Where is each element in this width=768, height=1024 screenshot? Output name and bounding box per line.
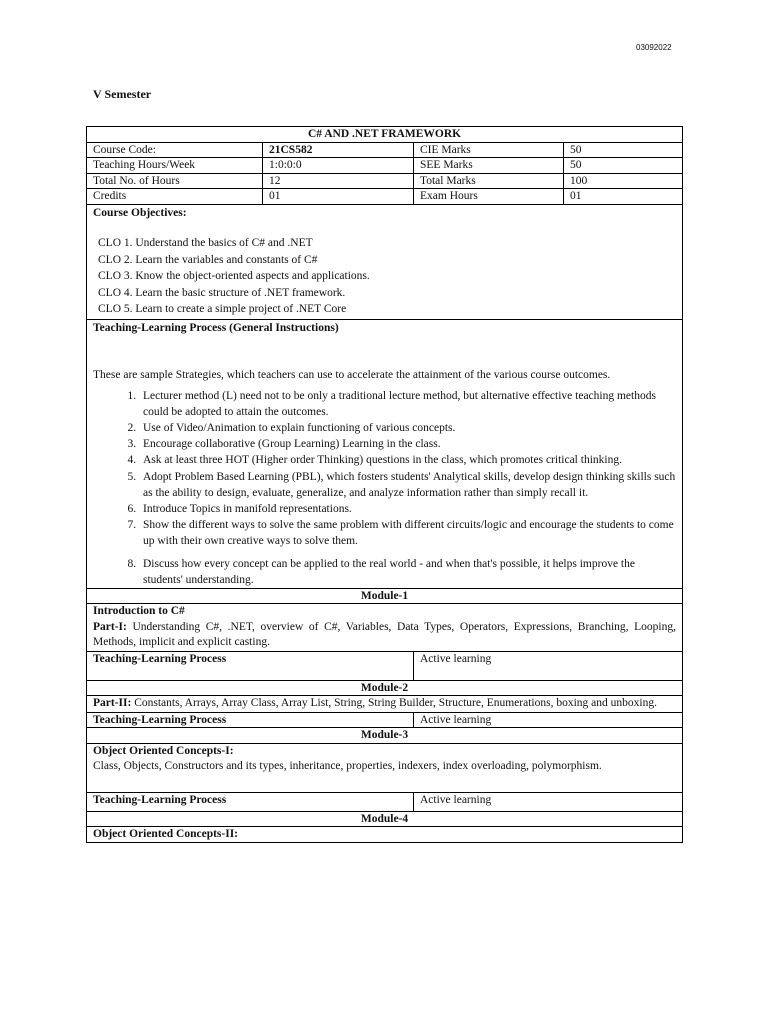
info-value: 12 (263, 173, 414, 189)
tlp-intro: These are sample Strategies, which teachers can use to accelerate the attainment of the various course outcomes. (93, 369, 611, 381)
tlp-strategy-item: 4. Ask at least three HOT (Higher order Thinking) questions in the class, which promotes critical thinking. (139, 452, 676, 468)
course-title-row (87, 127, 683, 143)
objectives-cell (87, 204, 683, 319)
module-tlp-row (87, 792, 683, 811)
module-2-title: Module-2 (87, 680, 683, 696)
syllabus-table (86, 126, 683, 843)
module-3-heading: Object Oriented Concepts-I: (93, 744, 234, 757)
tlp-strategy-list (93, 388, 676, 588)
module-topics: Constants, Arrays, Array Class, Array List, String, String Builder, Structure, Enumerations, boxing and unboxing. (131, 697, 657, 710)
course-info-row (87, 189, 683, 205)
info-value: 01 (263, 189, 414, 205)
module-1-heading: Introduction to C# (93, 605, 185, 618)
course-info-row (87, 173, 683, 189)
tlp-general-heading: Teaching-Learning Process (General Instructions) (93, 321, 339, 334)
objective-item: CLO 5. Learn to create a simple project of .NET Core (98, 303, 347, 315)
course-title: C# AND .NET FRAMEWORK (87, 127, 683, 143)
info-value: 50 (564, 158, 683, 174)
module-content-row (87, 827, 683, 843)
tlp-label: Teaching-Learning Process (87, 712, 414, 728)
tlp-general-cell (87, 319, 683, 588)
module-title-row (87, 811, 683, 827)
objectives-list (93, 235, 676, 318)
info-label: Course Code: (87, 142, 263, 158)
objective-item: CLO 2. Learn the variables and constants of C# (98, 253, 318, 266)
info-label: Total Marks (414, 173, 564, 189)
tlp-strategy-item: 8. Discuss how every concept can be applied to the real world - and when that's possible, it helps improve the students' understanding. (139, 556, 676, 588)
module-title-row (87, 680, 683, 696)
info-label: Total No. of Hours (87, 173, 263, 189)
tlp-value: Active learning (414, 651, 683, 680)
syllabus-table-frame (86, 126, 682, 843)
tlp-strategy-item: 6. Introduce Topics in manifold representations. (139, 501, 676, 517)
module-title-row (87, 728, 683, 744)
info-label: Credits (87, 189, 263, 205)
tlp-value: Active learning (414, 712, 683, 728)
info-value: 50 (564, 142, 683, 158)
info-label: Exam Hours (414, 189, 564, 205)
course-info-row (87, 158, 683, 174)
module-topics: Class, Objects, Constructors and its types, inheritance, properties, indexers, index overloading, polymorphism. (93, 760, 602, 773)
module-tlp-row (87, 712, 683, 728)
module-content-row (87, 604, 683, 652)
course-info-row (87, 142, 683, 158)
tlp-value: Active learning (414, 792, 683, 811)
tlp-general-row (87, 319, 683, 588)
objectives-heading: Course Objectives: (93, 206, 187, 219)
tlp-strategy-item: 3. Encourage collaborative (Group Learning) Learning in the class. (139, 436, 676, 452)
info-label: SEE Marks (414, 158, 564, 174)
module-content-row (87, 696, 683, 713)
info-label: Teaching Hours/Week (87, 158, 263, 174)
info-value: 1:0:0:0 (263, 158, 414, 174)
module-1-content (87, 604, 683, 652)
module-3-content (87, 743, 683, 792)
info-value: 01 (564, 189, 683, 205)
info-label: CIE Marks (414, 142, 564, 158)
module-title-row (87, 588, 683, 604)
tlp-strategy-item: 5. Adopt Problem Based Learning (PBL), which fosters students' Analytical skills, develop design thinking skills such as the ability to design, evaluate, generalize, and analyze information rather than simply recall it. (139, 469, 676, 501)
document-id: 03092022 (636, 43, 672, 52)
module-1-title: Module-1 (87, 588, 683, 604)
objectives-row (87, 204, 683, 319)
module-topics: Understanding C#, .NET, overview of C#, Variables, Data Types, Operators, Expressions, Branching, Looping, Methods, implicit and explicit casting. (93, 620, 677, 649)
module-4-heading: Object Oriented Concepts-II: (87, 827, 683, 843)
module-3-title: Module-3 (87, 728, 683, 744)
objective-item: CLO 4. Learn the basic structure of .NET framework. (98, 286, 346, 299)
semester-heading: V Semester (93, 87, 152, 101)
module-2-content (87, 696, 683, 713)
objective-item: CLO 3. Know the object-oriented aspects and applications. (98, 270, 370, 282)
objective-item: CLO 1. Understand the basics of C# and .NET (98, 237, 313, 249)
module-tlp-row (87, 651, 683, 680)
module-content-row (87, 743, 683, 792)
tlp-strategy-item: 1. Lecturer method (L) need not to be only a traditional lecture method, but alternative effective teaching methods could be adopted to attain the outcomes. (139, 388, 676, 420)
tlp-strategy-item: 2. Use of Video/Animation to explain functioning of various concepts. (139, 420, 676, 436)
info-value: 100 (564, 173, 683, 189)
tlp-label: Teaching-Learning Process (87, 651, 414, 680)
tlp-strategy-item: 7. Show the different ways to solve the same problem with different circuits/logic and encourage the students to come up with their own creative ways to solve them. (139, 517, 676, 549)
course-code-value: 21CS582 (263, 142, 414, 158)
module-1-text (93, 620, 676, 651)
part-label: Part-II: (93, 697, 132, 710)
module-4-title: Module-4 (87, 811, 683, 827)
part-label: Part-I: (93, 620, 127, 633)
tlp-label: Teaching-Learning Process (87, 792, 414, 811)
